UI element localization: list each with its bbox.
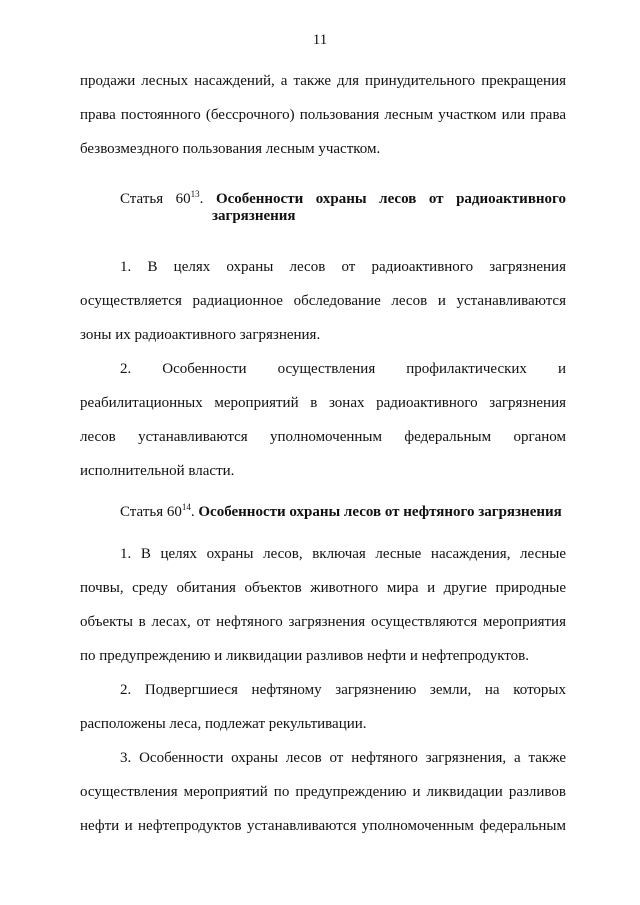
article-13-title-line2: загрязнения <box>212 208 296 224</box>
article-13-title-line1: Особенности охраны лесов от радиоактивного <box>215 191 566 207</box>
article-14-label: Статья $60^{14}$. <box>120 502 195 520</box>
article-13-label: Статья $60^{13}$. <box>120 189 204 207</box>
article-13-paragraph-1: 1. В целях охраны лесов от радиоактивного загрязнения осуществляется радиационное обследование лесов и устанавливаются зоны их радиоактивного загрязнения. <box>80 259 566 343</box>
article-14-title: Особенности охраны лесов от нефтяного загрязнения <box>198 504 562 520</box>
article-14-paragraph-1: 1. В целях охраны лесов, включая лесные насаждения, лесные почвы, среду обитания объектов животного мира и другие природные объекты в лесах, от нефтяного загрязнения осуществляются мероприятия по предупреждению и ликвидации разливов нефти и нефтепродуктов. <box>80 546 566 664</box>
article-13-heading-line1 <box>120 191 566 208</box>
paragraph-intro: продажи лесных насаждений, а также для принудительного прекращения права постоянного (бессрочного) пользования лесным участком или права безвозмездного пользования лесным участком. <box>80 73 566 157</box>
article-14-heading <box>80 504 566 521</box>
page-number: 11 <box>312 32 328 48</box>
article-13-heading <box>80 191 566 225</box>
document-body <box>80 64 566 843</box>
article-14-paragraph-3: 3. Особенности охраны лесов от нефтяного загрязнения, а также осуществления мероприятий по предупреждению и ликвидации разливов нефти и нефтепродуктов устанавливаются уполномоченным федеральным <box>80 750 566 834</box>
article-13-paragraph-2: 2. Особенности осуществления профилактических и реабилитационных мероприятий в зонах радиоактивного загрязнения лесов устанавливаются уполномоченным федеральным органом исполнительной власти. <box>80 361 566 479</box>
article-14-paragraph-2: 2. Подвергшиеся нефтяному загрязнению земли, на которых расположены леса, подлежат рекультивации. <box>80 682 566 732</box>
